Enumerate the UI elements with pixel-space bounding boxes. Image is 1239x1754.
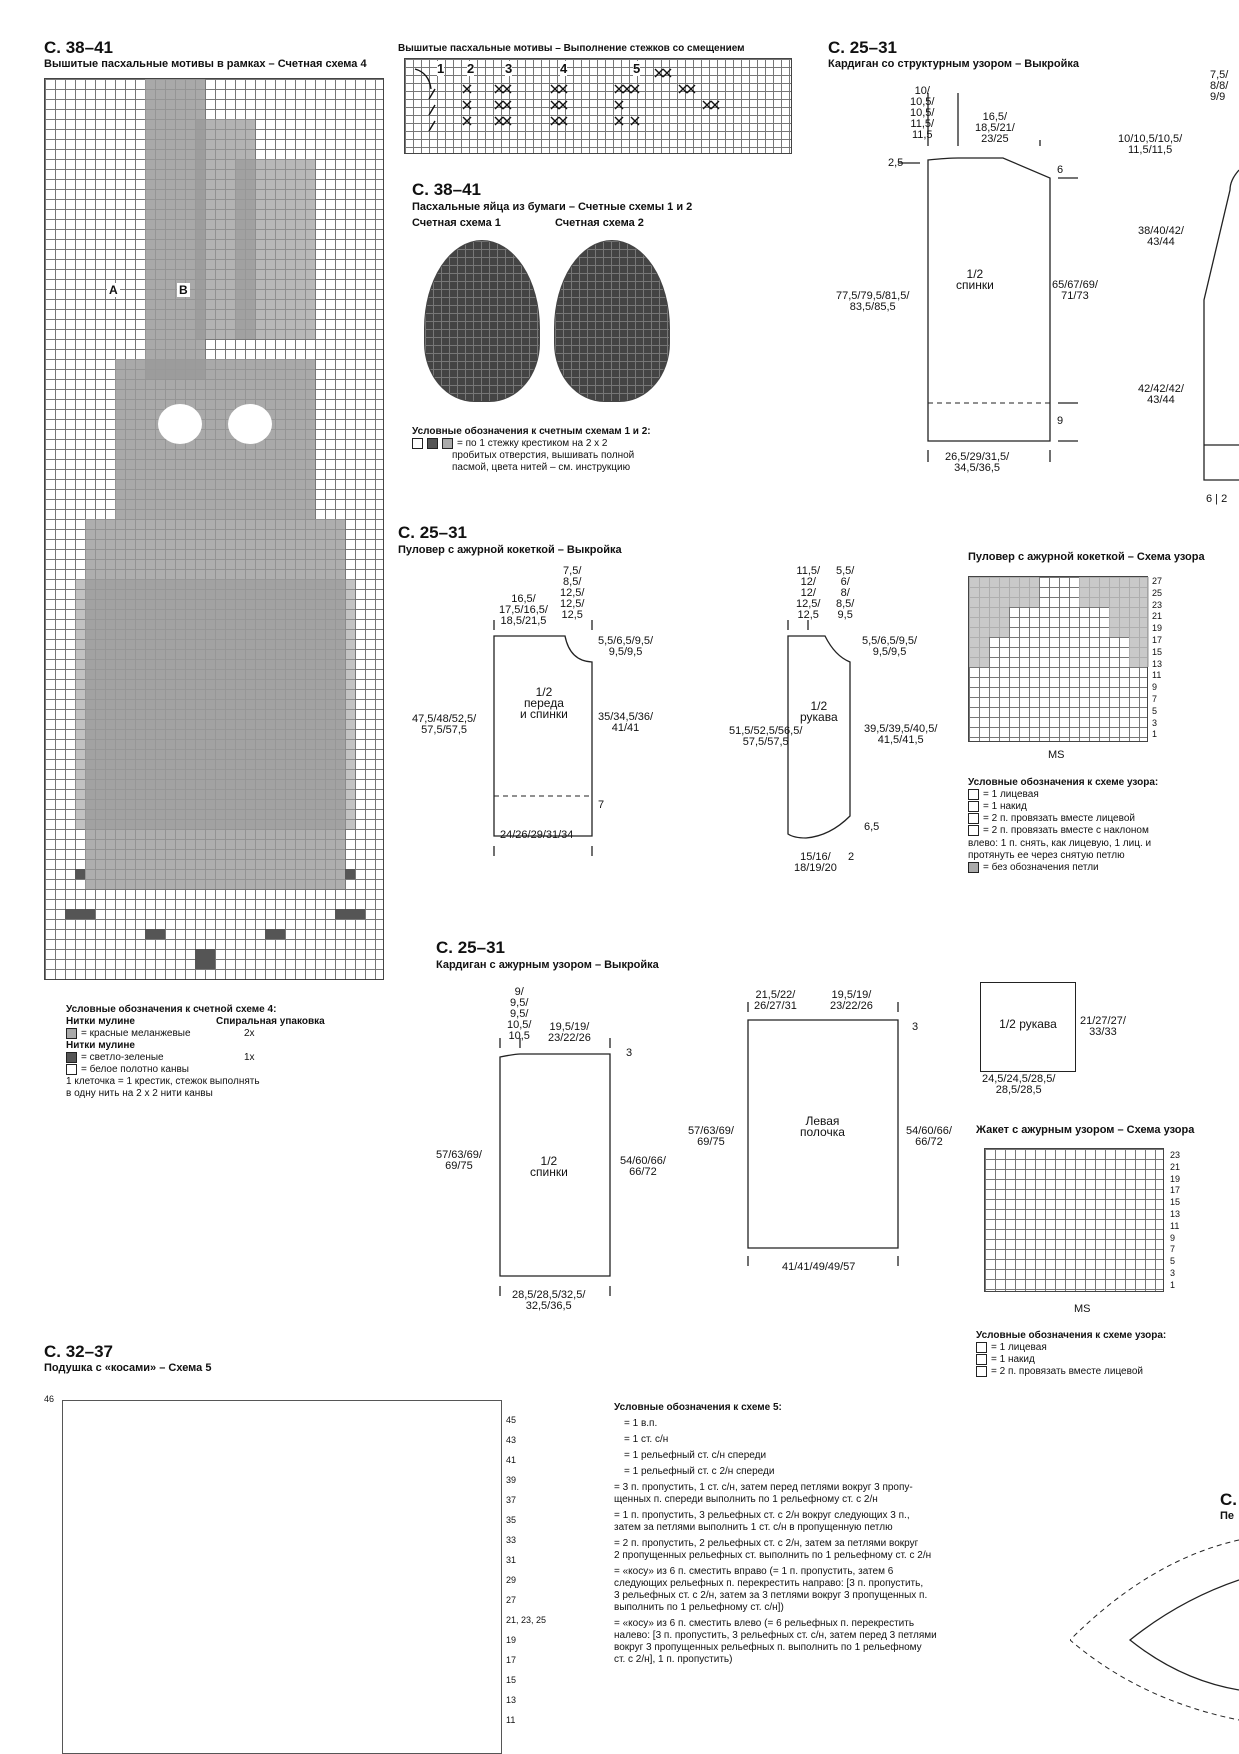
lace-sleeve-bottom: 24,5/24,5/28,5/ 28,5/28,5 xyxy=(982,1073,1056,1096)
sleeve-rib: 6,5 xyxy=(864,821,880,833)
jacket-chart-legend xyxy=(976,1330,1226,1378)
egg-legend-line-2: пробитых отверстия, вышивать полной xyxy=(452,450,635,462)
sleeve-top-1: 11,5/ 12/ 12/ 12,5/ 12,5 xyxy=(796,565,821,621)
legend-col2: Спиральная упаковка xyxy=(216,1016,325,1027)
pullover-chart-legend xyxy=(968,777,1218,874)
legend-red-qty: 2х xyxy=(244,1028,255,1039)
cardigan-part-label: 1/2 спинки xyxy=(956,267,994,292)
legend-item: = без обозначения петли xyxy=(983,861,1099,873)
stitch-num-4: 4 xyxy=(560,61,568,76)
knit-symbol xyxy=(976,1342,987,1353)
row-label: 27 xyxy=(1152,576,1163,586)
clipped-title: Пе xyxy=(1220,1510,1235,1522)
cardigan-title: Кардиган со структурным узором – Выкройка xyxy=(828,58,1079,70)
jacket-ms-label: MS xyxy=(1074,1303,1091,1315)
front-side: 42/42/42/ 43/44 xyxy=(1138,383,1184,406)
lace-back-neck: 9/ 9,5/ 9,5/ 10,5/ 10,5 xyxy=(507,986,532,1042)
cardigan-shoulder-width: 16,5/ 18,5/21/ 23/25 xyxy=(975,111,1015,145)
pullover-left-height: 47,5/48/52,5/ 57,5/57,5 xyxy=(412,713,477,736)
row-label: 17 xyxy=(1170,1185,1181,1196)
legend-item: = 2 п. пропустить, 2 рельефных ст. с 2/н, затем за петлями вокруг xyxy=(614,1538,919,1549)
egg-legend-line-3: пасмой, цвета нитей – см. инструкцию xyxy=(452,462,631,474)
yarn-over-symbol xyxy=(976,1354,987,1365)
row-label: 19 xyxy=(1152,623,1163,634)
cardigan-back-pattern xyxy=(828,78,1078,488)
stitch-num-3: 3 xyxy=(505,61,513,76)
legend-green: = светло-зеленые xyxy=(81,1052,164,1064)
row-label: 7 xyxy=(1170,1244,1176,1255)
cushion-row-labels xyxy=(506,1410,576,1730)
jacket-lace-chart xyxy=(984,1148,1164,1292)
pullover-chart-rows xyxy=(1152,576,1172,741)
clipped-page-ref: С. xyxy=(1220,1490,1237,1509)
row-label: 35 xyxy=(506,1515,517,1525)
section-title: Вышитые пасхальные мотивы в рамках – Счетная схема 4 xyxy=(44,58,367,70)
egg-sym-2 xyxy=(427,438,438,449)
legend-note-2: в одну нить на 2 x 2 нити канвы xyxy=(66,1088,213,1100)
row-label: 5 xyxy=(1170,1256,1176,1267)
row-label: 41 xyxy=(506,1455,517,1465)
legend-item: = 2 п. провязать вместе с наклоном xyxy=(983,825,1149,837)
cardigan-page-ref: С. 25–31 xyxy=(828,38,897,57)
lace-back-shoulder: 19,5/19/ 23/22/26 xyxy=(548,1021,591,1044)
lace-sleeve-right: 21/27/27/ 33/33 xyxy=(1080,1015,1126,1038)
no-stitch-symbol xyxy=(968,862,979,873)
legend-col1b: Нитки мулине xyxy=(66,1040,135,1051)
lace-front-top-2: 19,5/19/ 23/22/26 xyxy=(830,989,873,1012)
row-label: 27 xyxy=(506,1595,517,1605)
cardigan-left-height: 77,5/79,5/81,5/ 83,5/85,5 xyxy=(836,290,910,313)
row-label: 1 xyxy=(1152,729,1158,740)
stitch-offset-grid xyxy=(404,58,792,154)
lace-front-top-right: 3 xyxy=(912,1021,919,1033)
egg-scheme-2-label: Счетная схема 2 xyxy=(555,217,644,229)
cushion-page-ref: С. 32–37 xyxy=(44,1342,113,1361)
legend-item: щенных п. спереди выполнить по 1 рельефному ст. с 2/н xyxy=(614,1494,878,1505)
legend-item: = 1 ст. с/н xyxy=(624,1434,669,1445)
row-label: 23 xyxy=(1152,599,1163,610)
lace-cardigan-page-ref: С. 25–31 xyxy=(436,938,505,957)
sleeve-top-2: 5,5/ 6/ 8/ 8,5/ 9,5 xyxy=(836,565,855,621)
legend-item: ст. с 2/н], 1 п. пропустить) xyxy=(614,1654,733,1665)
green-swatch xyxy=(66,1052,77,1063)
jacket-chart-rows xyxy=(1170,1150,1190,1292)
row-label: 13 xyxy=(1152,658,1163,669)
legend-item: = 1 лицевая xyxy=(991,1342,1047,1354)
legend-item: 2 пропущенных рельефных ст. выполнить по 1 рельефному ст. с 2/н xyxy=(614,1550,932,1561)
front-bottom: 6 | 2 xyxy=(1206,493,1228,505)
row-label: 11 xyxy=(1152,670,1162,681)
legend-item: = 1 рельефный ст. с 2/н спереди xyxy=(624,1466,775,1477)
row-label: 17 xyxy=(506,1655,517,1665)
row-label: 3 xyxy=(1152,717,1158,728)
cardigan-top-left: 2,5 xyxy=(888,157,904,169)
row-label: 13 xyxy=(506,1695,517,1705)
row-label: 13 xyxy=(1170,1208,1181,1219)
pullover-part-label: 1/2 переда и спинки xyxy=(520,685,568,721)
legend-red: = красные меланжевые xyxy=(81,1028,191,1040)
legend-green-qty: 1х xyxy=(244,1052,255,1063)
lace-back-part-label: 1/2 спинки xyxy=(530,1154,568,1179)
pullover-lace-shading xyxy=(969,577,1149,743)
sleeve-armhole: 5,5/6,5/9,5/ 9,5/9,5 xyxy=(862,635,918,658)
lace-front-right-height: 54/60/66/ 66/72 xyxy=(906,1125,952,1148)
legend-item: = 1 накид xyxy=(983,801,1027,813)
cardigan-bottom-width: 26,5/29/31,5/ 34,5/36,5 xyxy=(945,451,1010,474)
lace-back-top-right: 3 xyxy=(626,1047,633,1059)
cardigan-neck-width: 10/ 10,5/ 10,5/ 11,5/ 11,5 xyxy=(910,85,935,141)
row-label: 3 xyxy=(1170,1267,1176,1278)
stitch-num-1: 1 xyxy=(437,61,445,76)
row-label: 39 xyxy=(506,1475,517,1485)
sleeve-bottom-2: 2 xyxy=(848,851,855,863)
legend-item: влево: 1 п. снять, как лицевую, 1 лиц. и xyxy=(968,837,1152,849)
cushion-legend xyxy=(574,1402,1004,1666)
legend-item: выполнить по 1 рельефному ст. с/н]) xyxy=(614,1602,784,1613)
row-label: 17 xyxy=(1152,634,1163,645)
pullover-armhole: 5,5/6,5/9,5/ 9,5/9,5 xyxy=(598,635,654,658)
egg-chart-1 xyxy=(424,240,540,402)
pullover-chart-title: Пуловер с ажурной кокеткой – Схема узора xyxy=(968,551,1205,563)
legend-item: протянуть ее через снятую петлю xyxy=(968,849,1125,861)
legend-item: налево: [3 п. пропустить, 3 рельефных ст. с/н, затем перед 3 петлями xyxy=(614,1630,937,1641)
lace-cardigan-title: Кардиган с ажурным узором – Выкройка xyxy=(436,959,659,971)
egg-sym-3 xyxy=(442,438,453,449)
legend-scheme-4 xyxy=(66,1004,386,1100)
row-label: 21, 23, 25 xyxy=(506,1615,547,1625)
cardigan-rib: 9 xyxy=(1057,415,1064,427)
pullover-ms-label: MS xyxy=(1048,749,1065,761)
front-neck-depth: 10/10,5/10,5/ 11,5/11,5 xyxy=(1118,133,1183,156)
red-swatch xyxy=(66,1028,77,1039)
k2tog-symbol xyxy=(968,813,979,824)
row-label: 7 xyxy=(1152,693,1158,704)
row-label: 1 xyxy=(1170,1279,1176,1290)
row-label: 5 xyxy=(1152,705,1158,716)
ssk-symbol xyxy=(968,825,979,836)
row-label: 19 xyxy=(506,1635,517,1645)
legend-title: Условные обозначения к схеме узора: xyxy=(976,1330,1167,1341)
pullover-title: Пуловер с ажурной кокеткой – Выкройка xyxy=(398,544,622,556)
section-page-ref: С. 38–41 xyxy=(44,38,113,57)
row-label: 45 xyxy=(506,1415,517,1425)
counting-chart-4 xyxy=(44,78,384,980)
egg-chart-2 xyxy=(554,240,670,402)
stitch-num-2: 2 xyxy=(467,61,475,76)
lace-front-top-1: 21,5/22/ 26/27/31 xyxy=(754,989,797,1012)
legend-col1: Нитки мулине xyxy=(66,1016,135,1027)
pullover-bottom: 24/26/29/31/34 xyxy=(500,829,574,841)
row-label: 23 xyxy=(1170,1150,1181,1160)
row-label: 33 xyxy=(506,1535,517,1545)
lace-back-bottom: 28,5/28,5/32,5/ 32,5/36,5 xyxy=(512,1289,586,1312)
lace-sleeve-label: 1/2 рукава xyxy=(999,1017,1057,1031)
front-top-edge: 7,5/ 8/8/ 9/9 xyxy=(1210,69,1229,103)
sleeve-bottom: 15/16/ 18/19/20 xyxy=(794,851,837,874)
egg-legend-title: Условные обозначения к счетным схемам 1 и 2: xyxy=(412,426,651,437)
cardigan-right-height: 65/67/69/ 71/73 xyxy=(1052,279,1098,302)
cardigan-top-right: 6 xyxy=(1057,164,1064,176)
legend-title: Условные обозначения к счетной схеме 4: xyxy=(66,1004,277,1015)
front-armhole: 38/40/42/ 43/44 xyxy=(1138,225,1184,248)
legend-item: = 3 п. пропустить, 1 ст. с/н, затем перед петлями вокруг 3 пропу- xyxy=(614,1482,913,1493)
row-label: 43 xyxy=(506,1435,517,1445)
pullover-shoulder: 16,5/ 17,5/16,5/ 18,5/21,5 xyxy=(499,593,548,627)
jacket-chart-title: Жакет с ажурным узором – Схема узора xyxy=(976,1124,1195,1136)
egg-scheme-1-label: Счетная схема 1 xyxy=(412,217,501,229)
pullover-side: 35/34,5/36/ 41/41 xyxy=(598,711,654,734)
clipped-pattern-shape xyxy=(1070,1520,1239,1754)
pullover-page-ref: С. 25–31 xyxy=(398,523,467,542)
sleeve-right-height: 39,5/39,5/40,5/ 41,5/41,5 xyxy=(864,723,938,746)
eggs-page-ref: С. 38–41 xyxy=(412,180,481,199)
egg-legend-line-1: = по 1 стежку крестиком на 2 x 2 xyxy=(457,438,608,450)
legend-item: = 1 лицевая xyxy=(983,789,1039,801)
legend-item: = 1 накид xyxy=(991,1354,1035,1366)
lace-front-bottom: 41/41/49/49/57 xyxy=(782,1261,856,1273)
legend-item: = «косу» из 6 п. сместить вправо (= 1 п. пропустить, затем 6 xyxy=(614,1566,894,1577)
row-label: 21 xyxy=(1170,1161,1181,1172)
bunny-motif xyxy=(45,79,385,981)
marker-b: В xyxy=(179,283,188,297)
marker-a: А xyxy=(109,283,118,297)
egg-legend xyxy=(412,426,732,474)
pullover-lace-chart xyxy=(968,576,1148,742)
cushion-crochet-chart xyxy=(62,1400,502,1754)
eggs-title: Пасхальные яйца из бумаги – Счетные схемы 1 и 2 xyxy=(412,201,693,213)
legend-item: = 1 п. пропустить, 3 рельефных ст. с 2/н вокруг следующих 3 п., xyxy=(614,1510,910,1521)
legend-white: = белое полотно канвы xyxy=(81,1064,189,1076)
legend-item: = 1 рельефный ст. с/н спереди xyxy=(624,1450,767,1461)
row-label: 15 xyxy=(506,1675,517,1685)
stitch-offset-title: Вышитые пасхальные мотивы – Выполнение стежков со смещением xyxy=(398,43,745,54)
k2tog-symbol xyxy=(976,1366,987,1377)
cushion-top-row: 46 xyxy=(44,1394,55,1404)
legend-title: Условные обозначения к схеме 5: xyxy=(614,1402,782,1413)
pullover-neck: 7,5/ 8,5/ 12,5/ 12,5/ 12,5 xyxy=(560,565,585,621)
legend-item: = 2 п. провязать вместе лицевой xyxy=(991,1366,1143,1378)
legend-item: = 1 в.п. xyxy=(624,1418,658,1429)
sleeve-left-height: 51,5/52,5/56,5/ 57,5/57,5 xyxy=(729,725,803,748)
egg-sym-1 xyxy=(412,438,423,449)
row-label: 21 xyxy=(1152,611,1163,622)
legend-item: вокруг 3 пропущенных рельефных п. выполнить по 1 рельефному xyxy=(614,1642,922,1653)
pullover-rib: 7 xyxy=(598,799,605,811)
row-label: 11 xyxy=(506,1715,516,1725)
lace-sleeve-box xyxy=(980,982,1076,1072)
row-label: 15 xyxy=(1170,1197,1181,1208)
row-label: 19 xyxy=(1170,1173,1181,1184)
row-label: 37 xyxy=(506,1495,517,1505)
front-pattern-clipped xyxy=(1170,160,1239,490)
legend-note-1: 1 клеточка = 1 крестик, стежок выполнять xyxy=(66,1076,260,1088)
row-label: 9 xyxy=(1152,682,1158,693)
legend-item: = «косу» из 6 п. сместить влево (= 6 рельефных п. перекрестить xyxy=(614,1618,915,1629)
legend-item: 3 рельефных ст. с 2/н, затем за 3 петлями вокруг 3 пропущенных п. xyxy=(614,1590,928,1601)
row-label: 11 xyxy=(1170,1220,1180,1231)
legend-item: = 2 п. провязать вместе лицевой xyxy=(983,813,1135,825)
lace-back-left-height: 57/63/69/ 69/75 xyxy=(436,1149,482,1172)
cushion-title: Подушка с «косами» – Схема 5 xyxy=(44,1362,212,1374)
lace-cardigan-patterns xyxy=(470,980,970,1320)
row-label: 25 xyxy=(1152,587,1163,598)
lace-back-right-height: 54/60/66/ 66/72 xyxy=(620,1155,666,1178)
row-label: 9 xyxy=(1170,1232,1176,1243)
lace-front-left-height: 57/63/69/ 69/75 xyxy=(688,1125,734,1148)
legend-item: следующих рельефных п. перекрестить направо: [3 п. пропустить, xyxy=(614,1578,924,1589)
legend-item: затем за петлями выполнить 1 ст. с/н в пропущенную петлю xyxy=(614,1522,893,1533)
sleeve-part-label: 1/2 рукава xyxy=(800,699,838,724)
row-label: 15 xyxy=(1152,646,1163,657)
row-label: 31 xyxy=(506,1555,517,1565)
white-swatch xyxy=(66,1064,77,1075)
row-label: 29 xyxy=(506,1575,517,1585)
yarn-over-symbol xyxy=(968,801,979,812)
lace-front-part-label: Левая полочка xyxy=(800,1114,845,1139)
stitch-offset-crosses xyxy=(405,59,793,155)
knit-symbol xyxy=(968,789,979,800)
stitch-num-5: 5 xyxy=(633,61,641,76)
legend-title: Условные обозначения к схеме узора: xyxy=(968,777,1159,788)
